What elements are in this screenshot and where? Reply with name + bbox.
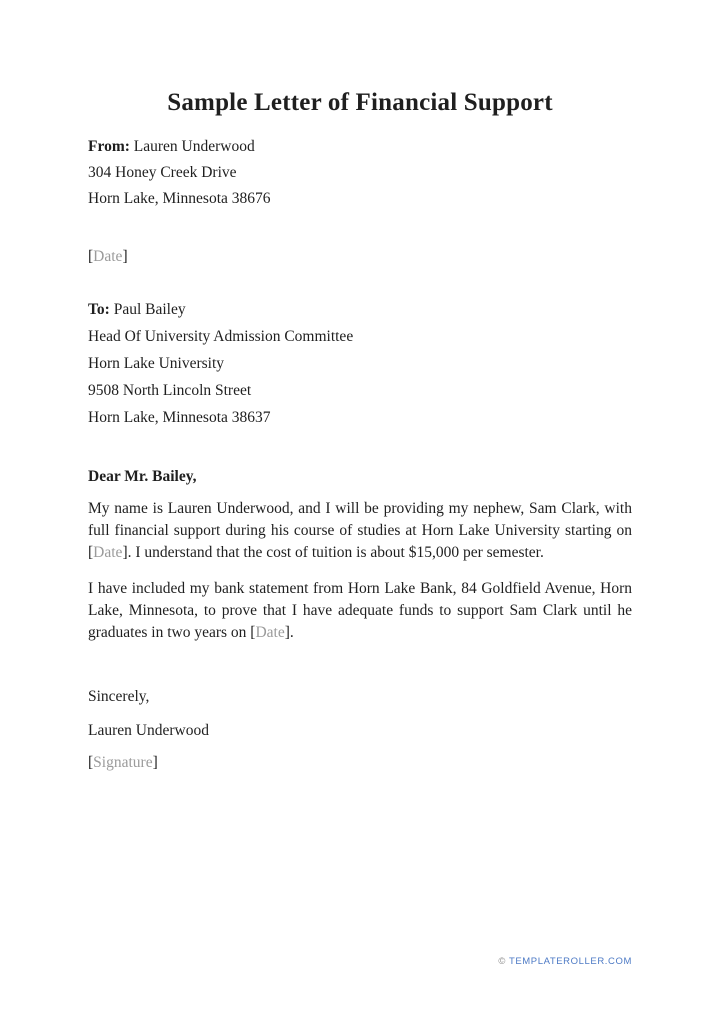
signature-name: Lauren Underwood <box>88 722 209 739</box>
text-segment: ]. <box>284 624 294 641</box>
bracket-open: [ <box>88 248 94 265</box>
to-label: To: <box>88 301 110 318</box>
bracket-open: [ <box>88 754 94 771</box>
signature-placeholder <box>88 750 632 776</box>
closing-block <box>88 684 632 776</box>
inline-placeholder: Date <box>255 624 285 641</box>
recipient-street-line: 9508 North Lincoln Street <box>88 382 252 399</box>
body-paragraph <box>88 578 632 644</box>
sender-name-line <box>88 134 632 160</box>
from-label: From: <box>88 138 130 155</box>
copyright-icon: © <box>498 956 506 967</box>
inline-placeholder: Date <box>93 544 123 561</box>
recipient-name-line <box>88 296 632 323</box>
recipient-city-line: Horn Lake, Minnesota 38637 <box>88 409 271 426</box>
recipient-org-line: Horn Lake University <box>88 355 225 372</box>
text-segment: My name is Lauren Underwood, and I will be providing my nephew, Sam Clark, with full financial support during his course of studies at Horn Lake University starting on [ <box>88 500 632 561</box>
bracket-close: ] <box>152 754 158 771</box>
text-segment: I have included my bank statement from Horn Lake Bank, 84 Goldfield Avenue, Horn Lake, Minnesota, to prove that I have adequate funds to support Sam Clark until he graduates in two years on [ <box>88 580 632 641</box>
date-placeholder <box>88 244 632 270</box>
sender-block <box>88 134 632 212</box>
salutation: Dear Mr. Bailey, <box>88 468 197 485</box>
text-segment: ]. I understand that the cost of tuition is about $15,000 per semester. <box>122 544 544 561</box>
body-paragraph <box>88 498 632 564</box>
bracket-close: ] <box>122 248 128 265</box>
sender-name: Lauren Underwood <box>133 138 255 155</box>
recipient-name: Paul Bailey <box>113 301 186 318</box>
signature-placeholder-text: Signature <box>93 754 153 771</box>
templateroller-link[interactable]: TEMPLATEROLLER.COM <box>508 956 632 967</box>
recipient-block <box>88 296 632 431</box>
footer <box>498 956 632 967</box>
recipient-title-line: Head Of University Admission Committee <box>88 328 354 345</box>
sender-address-line: Horn Lake, Minnesota 38676 <box>88 190 271 207</box>
sender-address-line: 304 Honey Creek Drive <box>88 164 237 181</box>
closing-phrase: Sincerely, <box>88 688 150 705</box>
date-placeholder-text: Date <box>93 248 123 265</box>
document-title: Sample Letter of Financial Support <box>167 89 553 116</box>
